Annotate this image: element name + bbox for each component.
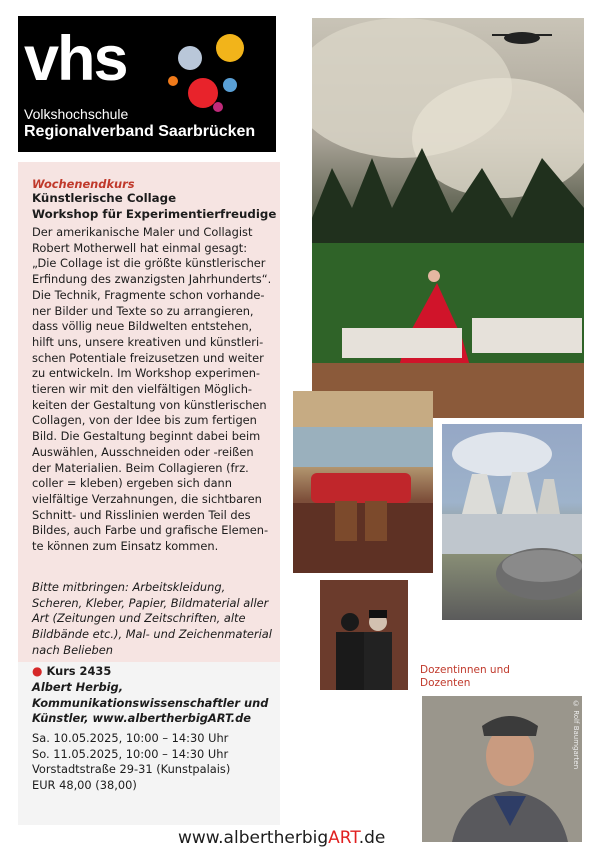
- course-description: Der amerikanische Maler und Collagist Robert Motherwell hat einmal gesagt: „Die Collage ist die größte künstlerischer Erfindung des zwanzigsten Jahrhunderts“. Die Technik, Fragmente schon vorhande- ner Bilder und Texte so zu arrangieren, dass völlig neue Bildwelten entstehen, hilft uns, unsere kreativen und künstleri- schen Potentiale freizusetzen und weiter zu entwickeln. Im Workshop experimen- tieren wir mit den vielfältigen Möglich- keiten der Gestaltung von künstlerischen Collagen, von der Idee bis zum fertigen Bild. Die Gestaltung beginnt dabei beim Auswählen, Ausschneiden oder -reißen der Materialien. Beim Collagieren (frz. coller = kleben) ergeben sich dann vielfältige Verzahnungen, die sichtbaren Schnitt- und Risslinien werden Teil des Bildes, auch Farbe und grafische Elemen- te können zum Einsatz kommen.: [32, 225, 272, 554]
- collage-power-plant: [442, 424, 582, 620]
- logo-dot-icon: [223, 78, 237, 92]
- course-tag: Wochenendkurs: [32, 177, 135, 191]
- course-bring: Bitte mitbringen: Arbeitskleidung, Scheren, Kleber, Papier, Bildmaterial aller Art (Zeitungen und Zeitschriften, alte Bildbände etc.), Mal- und Zeichenmaterial nach Belieben: [32, 580, 272, 657]
- footer-url-suffix: .de: [358, 828, 386, 848]
- logo-line1: Volkshochschule: [24, 106, 129, 122]
- collage-bowler-hat-men: [320, 580, 408, 690]
- course-title: Künstlerische Collage Workshop für Experimentierfreudige: [32, 191, 277, 221]
- logo-line2: Regionalverband Saarbrücken: [24, 123, 256, 140]
- course-number-label: Kurs 2435: [46, 664, 112, 678]
- course-teacher: Albert Herbig, Kommunikationswissenschaftler und Künstler, www.albertherbigART.de: [32, 680, 269, 726]
- footer-url-highlight: ART: [328, 828, 359, 848]
- logo-dot-icon: [213, 102, 223, 112]
- lecturer-portrait: [422, 696, 582, 842]
- logo-dot-icon: [168, 76, 178, 86]
- course-number: [32, 664, 111, 678]
- logo-dot-icon: [216, 34, 244, 62]
- vhs-logo: [18, 16, 276, 152]
- logo-dot-icon: [178, 46, 202, 70]
- bullet-icon: ●: [32, 664, 43, 678]
- footer-url-prefix: www.albertherbig: [178, 828, 329, 848]
- course-dates: Sa. 10.05.2025, 10:00 – 14:30 Uhr So. 11.05.2025, 10:00 – 14:30 Uhr Vorstadtstraße 29-31 (Kunstpalais) EUR 48,00 (38,00): [32, 731, 231, 793]
- collage-forest-fire: [312, 18, 584, 418]
- photo-credit: © Rolf Baumgarten: [572, 700, 580, 770]
- footer-url[interactable]: [178, 828, 385, 848]
- collage-car-boots: [293, 391, 433, 573]
- logo-brand: vhs: [24, 24, 127, 94]
- lecturers-heading: Dozentinnen und Dozenten: [420, 664, 510, 689]
